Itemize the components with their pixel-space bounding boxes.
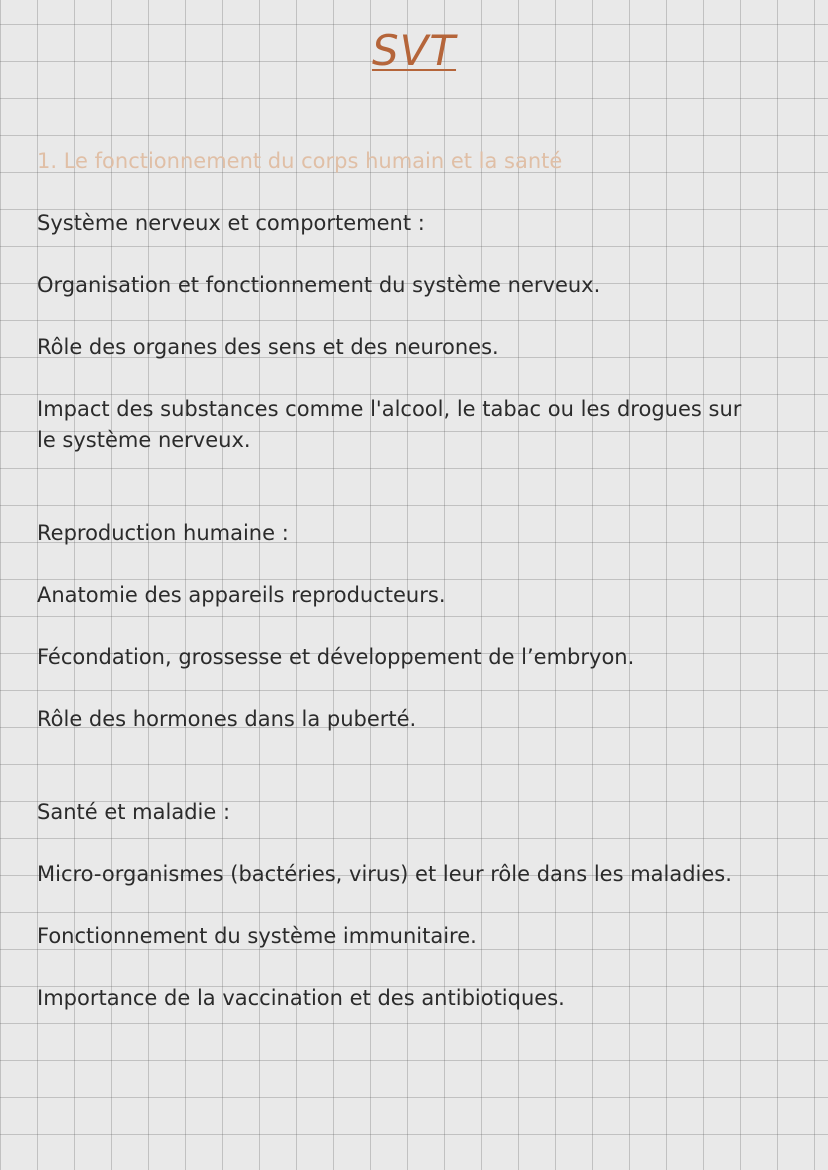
text-line: Anatomie des appareils reproducteurs. (37, 583, 446, 607)
text-line: Fécondation, grossesse et développement de l’embryon. (37, 645, 635, 669)
text-line: Impact des substances comme l'alcool, le tabac ou les drogues sur le système nerveux. (37, 397, 742, 452)
subheading-reproduction: Reproduction humaine : (37, 521, 289, 545)
section-heading: 1. Le fonctionnement du corps humain et la santé (37, 149, 563, 173)
text-line: Importance de la vaccination et des antibiotiques. (37, 986, 565, 1010)
text-line: Rôle des organes des sens et des neurones. (37, 335, 499, 359)
page-title: SVT (371, 26, 457, 75)
text-line: Fonctionnement du système immunitaire. (37, 924, 477, 948)
text-line: Rôle des hormones dans la puberté. (37, 707, 417, 731)
text-line: Micro-organismes (bactéries, virus) et leur rôle dans les maladies. (37, 862, 732, 886)
subheading-health-disease: Santé et maladie : (37, 800, 231, 824)
text-line: Organisation et fonctionnement du système nerveux. (37, 273, 601, 297)
subheading-nervous-system: Système nerveux et comportement : (37, 211, 425, 235)
